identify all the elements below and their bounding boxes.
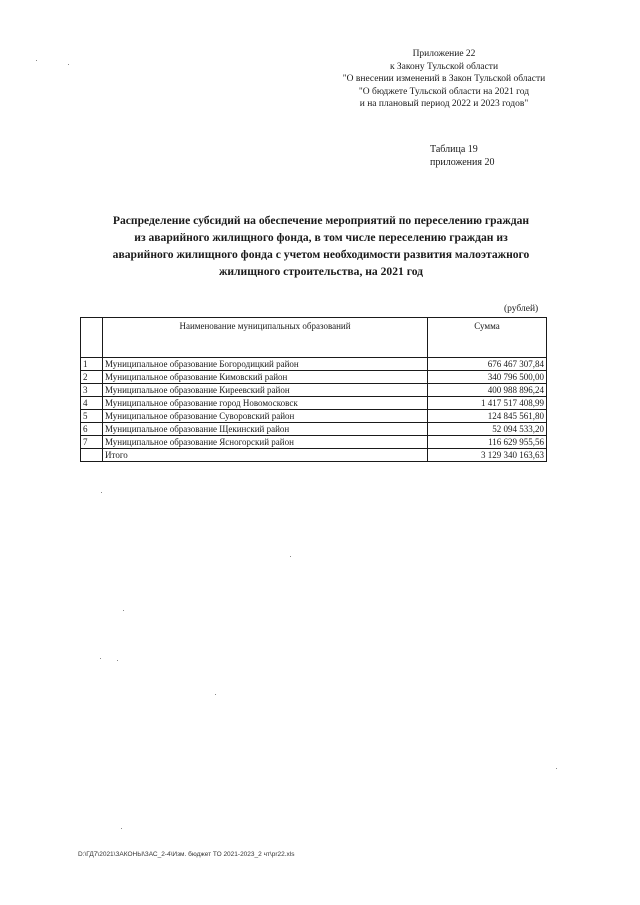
- row-name: Муниципальное образование Богородицкий район: [103, 358, 428, 371]
- table-row: [81, 410, 547, 423]
- file-path-footer: D:\ГД7\2021\ЗАКОНЫ\ЗАС_2-4\Изм. бюджет ТО 2021-2023_2 чт\pr22.xls: [78, 851, 295, 858]
- row-sum: 676 467 307,84: [428, 358, 547, 371]
- title-line: аварийного жилищного фонда с учетом необходимости развития малоэтажного: [112, 248, 530, 261]
- subsidy-table: [80, 317, 547, 462]
- appendix-header: [320, 48, 568, 111]
- row-name: Муниципальное образование город Новомосковск: [103, 397, 428, 410]
- name-column-header: Наименование муниципальных образований: [103, 318, 428, 358]
- table-reference-line: Таблица 19: [430, 144, 478, 155]
- table-row: [81, 423, 547, 436]
- table-header-row: [81, 318, 547, 358]
- appendix-line: "О бюджете Тульской области на 2021 год: [358, 86, 530, 97]
- appendix-line: к Закону Тульской области: [389, 61, 499, 72]
- table-row: [81, 436, 547, 449]
- scan-speck: [290, 556, 291, 557]
- row-sum: 1 417 517 408,99: [428, 397, 547, 410]
- title-line: Распределение субсидий на обеспечение мероприятий по переселению граждан: [112, 214, 530, 227]
- row-sum: 340 796 500,00: [428, 371, 547, 384]
- scan-speck: [123, 610, 124, 611]
- table-row: [81, 397, 547, 410]
- total-label: Итого: [103, 449, 428, 462]
- table-row: [81, 384, 547, 397]
- scan-speck: [36, 60, 37, 61]
- table-reference-line: приложения 20: [430, 157, 495, 168]
- row-sum: 116 629 955,56: [428, 436, 547, 449]
- appendix-line: и на плановый период 2022 и 2023 годов": [359, 99, 529, 110]
- title-line: из аварийного жилищного фонда, в том числе переселению граждан из: [134, 231, 508, 244]
- total-index: [81, 449, 103, 462]
- table-total-row: [81, 449, 547, 462]
- row-index: 5: [81, 410, 103, 423]
- index-column-header: [81, 318, 103, 358]
- document-title: [72, 212, 570, 280]
- scan-speck: [556, 768, 557, 769]
- table-row: [81, 358, 547, 371]
- row-sum: 52 094 533,20: [428, 423, 547, 436]
- total-sum: 3 129 340 163,63: [428, 449, 547, 462]
- scan-speck: [117, 660, 118, 661]
- appendix-line: "О внесении изменений в Закон Тульской области: [342, 74, 546, 85]
- scan-speck: [121, 828, 122, 829]
- row-index: 6: [81, 423, 103, 436]
- row-index: 3: [81, 384, 103, 397]
- unit-label: (рублей): [504, 304, 539, 314]
- scan-speck: [100, 658, 101, 659]
- scan-speck: [215, 694, 216, 695]
- row-index: 7: [81, 436, 103, 449]
- appendix-line: Приложение 22: [412, 49, 476, 59]
- scan-speck: [68, 64, 69, 65]
- row-index: 2: [81, 371, 103, 384]
- row-sum: 400 988 896,24: [428, 384, 547, 397]
- sum-column-header: Сумма: [428, 318, 547, 358]
- table-row: [81, 371, 547, 384]
- row-index: 4: [81, 397, 103, 410]
- row-name: Муниципальное образование Киреевский район: [103, 384, 428, 397]
- table-reference: [430, 143, 494, 169]
- row-sum: 124 845 561,80: [428, 410, 547, 423]
- row-name: Муниципальное образование Кимовский район: [103, 371, 428, 384]
- title-line: жилищного строительства, на 2021 год: [218, 265, 424, 278]
- row-name: Муниципальное образование Ясногорский район: [103, 436, 428, 449]
- row-name: Муниципальное образование Щекинский район: [103, 423, 428, 436]
- scan-speck: [101, 492, 102, 493]
- row-index: 1: [81, 358, 103, 371]
- row-name: Муниципальное образование Суворовский район: [103, 410, 428, 423]
